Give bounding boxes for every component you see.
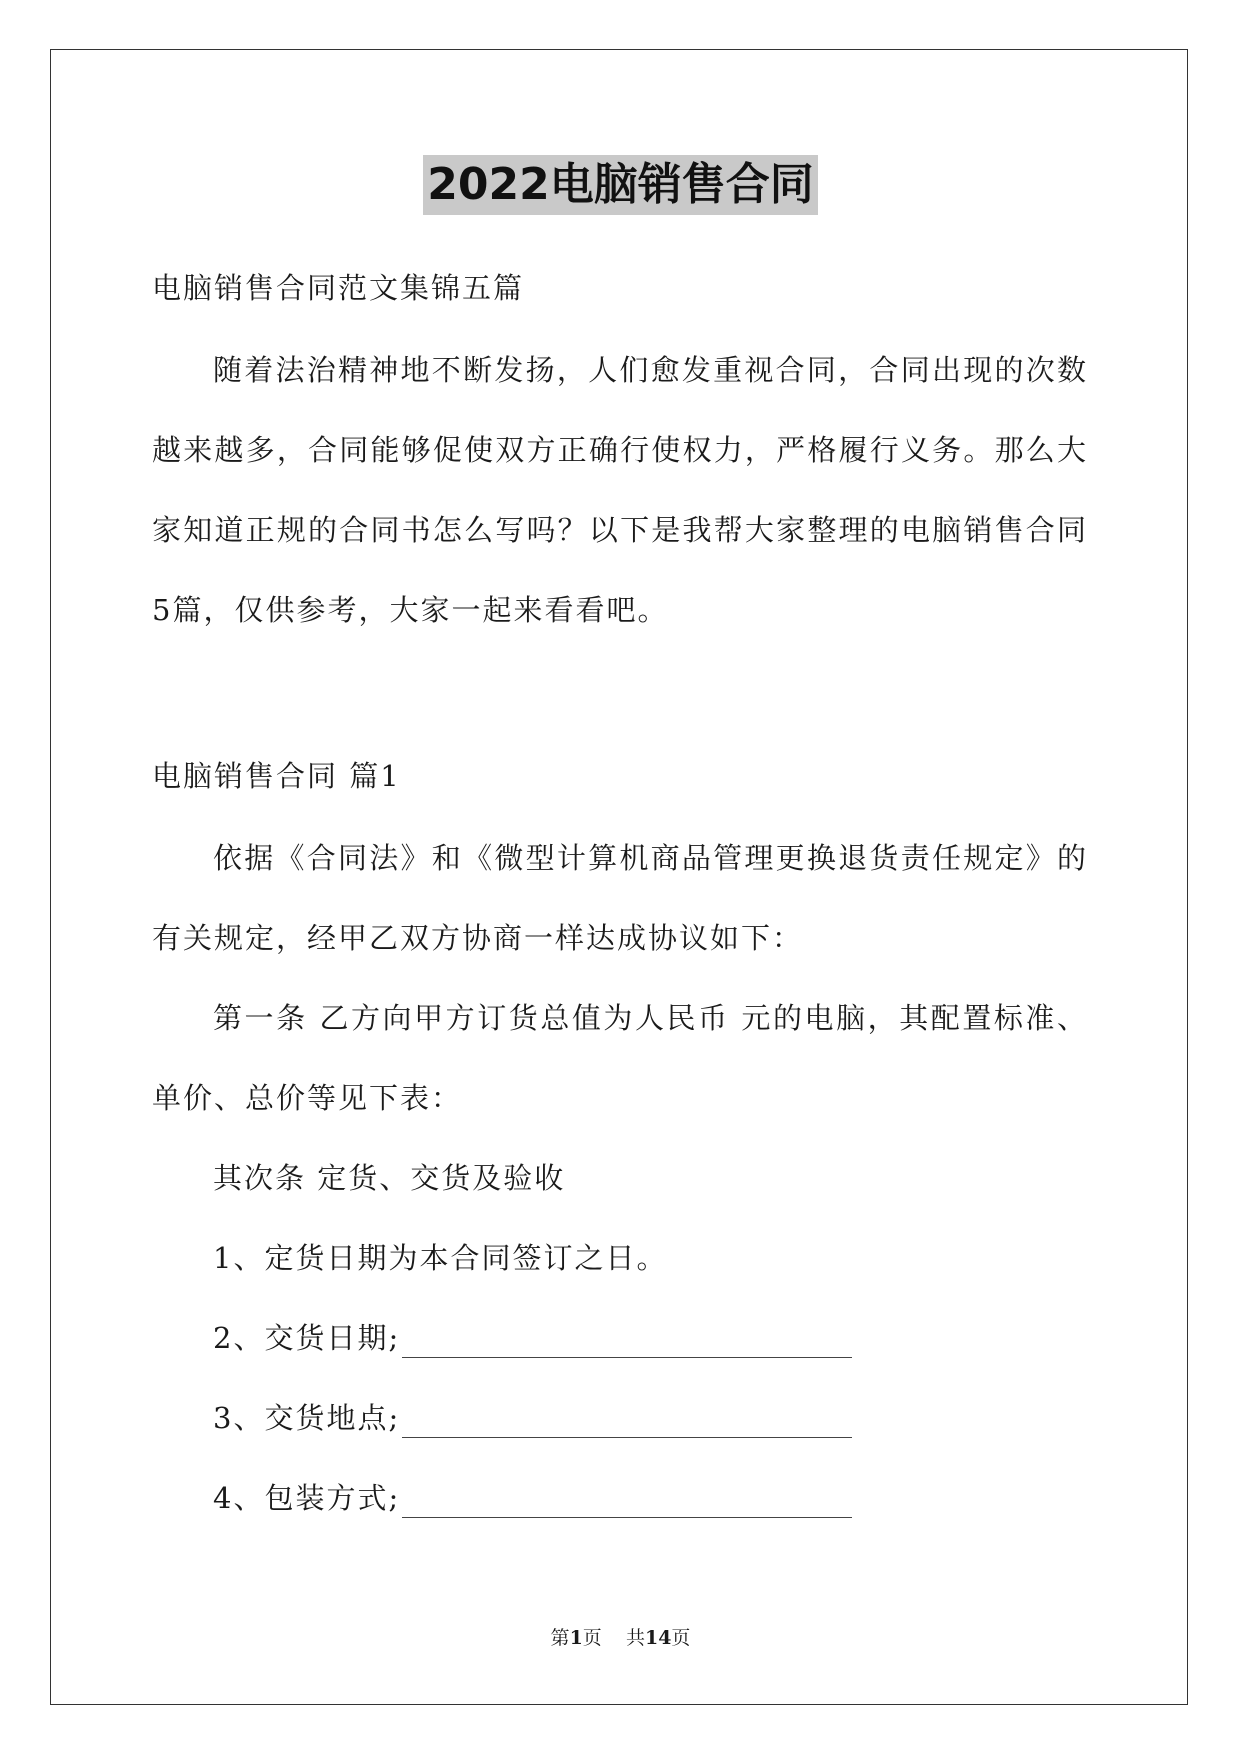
list-item-label: 3、交货地点;: [213, 1401, 401, 1435]
list-item-label: 2、交货日期;: [213, 1321, 401, 1355]
page-total: 14: [644, 1627, 672, 1649]
intro-line-4: 5篇，仅供参考，大家一起来看看吧。: [152, 593, 669, 627]
document-title-text: 2022电脑销售合同: [423, 155, 817, 215]
list-item-delivery-place: [213, 1398, 852, 1438]
article-one-line-1: 第一条 乙方向甲方订货总值为人民币 元的电脑，其配置标准、: [213, 1001, 1086, 1035]
intro-line-1: 随着法治精神地不断发扬，人们愈发重视合同，合同出现的次数: [213, 353, 1086, 387]
document-title: [0, 155, 1241, 215]
intro-line-3: 家知道正规的合同书怎么写吗？以下是我帮大家整理的电脑销售合同: [152, 513, 1086, 547]
page-suffix: 页: [671, 1627, 691, 1649]
article-one-line-2: 单价、总价等见下表：: [152, 1081, 463, 1115]
fill-in-blank: [402, 1327, 852, 1358]
fill-in-blank: [402, 1487, 852, 1518]
fill-in-blank: [402, 1407, 852, 1438]
basis-line-1: 依据《合同法》和《微型计算机商品管理更换退货责任规定》的: [213, 841, 1086, 875]
page-prefix: 第: [550, 1627, 570, 1649]
document-subtitle: 电脑销售合同范文集锦五篇: [152, 271, 525, 305]
list-item: 1、定货日期为本合同签订之日。: [213, 1241, 668, 1275]
page-mid: 页 共: [582, 1627, 645, 1649]
basis-line-2: 有关规定，经甲乙双方协商一样达成协议如下：: [152, 921, 804, 955]
intro-line-2: 越来越多，合同能够促使双方正确行使权力，严格履行义务。那么大: [152, 433, 1086, 467]
page-current: 1: [569, 1627, 583, 1649]
list-item-delivery-date: [213, 1318, 852, 1358]
list-item-label: 4、包装方式;: [213, 1481, 401, 1515]
page-footer: [0, 1626, 1241, 1650]
article-two-heading: 其次条 定货、交货及验收: [213, 1161, 566, 1195]
list-item-packaging: [213, 1478, 852, 1518]
section-heading: 电脑销售合同 篇1: [152, 759, 401, 793]
